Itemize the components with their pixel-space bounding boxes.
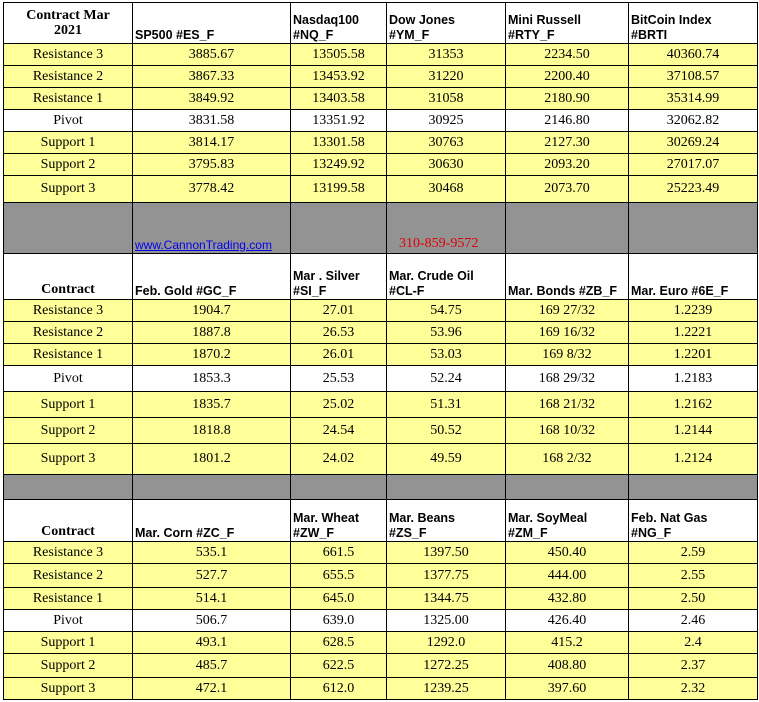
level-label: Resistance 1 — [4, 88, 133, 110]
section3-header-row — [4, 500, 758, 542]
level-value: 514.1 — [133, 588, 291, 610]
level-value: 628.5 — [291, 632, 387, 654]
level-value: 1818.8 — [133, 418, 291, 444]
level-value: 1.2162 — [629, 392, 758, 418]
level-value: 450.40 — [506, 542, 629, 564]
separator-cell — [629, 203, 758, 254]
level-row — [4, 444, 758, 475]
level-value: 415.2 — [506, 632, 629, 654]
header-soymeal: Mar. SoyMeal #ZM_F — [506, 500, 629, 542]
level-value: 432.80 — [506, 588, 629, 610]
level-value: 2.37 — [629, 654, 758, 678]
level-label: Resistance 1 — [4, 588, 133, 610]
level-value: 13351.92 — [291, 110, 387, 132]
level-row — [4, 564, 758, 588]
level-value: 25.02 — [291, 392, 387, 418]
website-link[interactable]: www.CannonTrading.com — [135, 238, 272, 252]
section2-body — [4, 300, 758, 475]
level-row — [4, 88, 758, 110]
level-value: 31220 — [387, 66, 506, 88]
level-value: 2200.40 — [506, 66, 629, 88]
level-row — [4, 66, 758, 88]
level-row — [4, 176, 758, 203]
level-value: 168 21/32 — [506, 392, 629, 418]
header-wheat: Mar. Wheat #ZW_F — [291, 500, 387, 542]
level-label: Resistance 2 — [4, 322, 133, 344]
contract-month-label: Contract Mar — [26, 8, 110, 23]
contract-year-label: 2021 — [54, 23, 82, 38]
separator-cell — [4, 203, 133, 254]
level-row — [4, 300, 758, 322]
header-corn: Mar. Corn #ZC_F — [133, 500, 291, 542]
level-value: 2127.30 — [506, 132, 629, 154]
level-value: 49.59 — [387, 444, 506, 475]
level-value: 1325.00 — [387, 610, 506, 632]
level-value: 168 29/32 — [506, 366, 629, 392]
header-bonds: Mar. Bonds #ZB_F — [506, 254, 629, 300]
level-value: 1.2144 — [629, 418, 758, 444]
section1-body — [4, 44, 758, 203]
level-value: 25223.49 — [629, 176, 758, 203]
level-value: 655.5 — [291, 564, 387, 588]
level-value: 2.59 — [629, 542, 758, 564]
level-value: 2234.50 — [506, 44, 629, 66]
level-row — [4, 344, 758, 366]
level-value: 3849.92 — [133, 88, 291, 110]
section3-body — [4, 542, 758, 700]
level-value: 50.52 — [387, 418, 506, 444]
header-gold: Feb. Gold #GC_F — [133, 254, 291, 300]
level-value: 26.01 — [291, 344, 387, 366]
level-value: 2.55 — [629, 564, 758, 588]
level-label: Support 1 — [4, 392, 133, 418]
level-value: 3885.67 — [133, 44, 291, 66]
level-label: Support 1 — [4, 132, 133, 154]
level-label: Support 3 — [4, 176, 133, 203]
level-row — [4, 322, 758, 344]
level-value: 2.50 — [629, 588, 758, 610]
level-value: 54.75 — [387, 300, 506, 322]
header-sp500: SP500 #ES_F — [133, 3, 291, 44]
header-beans: Mar. Beans #ZS_F — [387, 500, 506, 542]
level-value: 1801.2 — [133, 444, 291, 475]
level-value: 53.96 — [387, 322, 506, 344]
header-euro: Mar. Euro #6E_F — [629, 254, 758, 300]
level-value: 3778.42 — [133, 176, 291, 203]
level-label: Pivot — [4, 366, 133, 392]
level-value: 527.7 — [133, 564, 291, 588]
level-value: 645.0 — [291, 588, 387, 610]
level-label: Support 1 — [4, 632, 133, 654]
level-value: 13403.58 — [291, 88, 387, 110]
header-bitcoin: BitCoin Index #BRTI — [629, 3, 758, 44]
level-label: Support 2 — [4, 654, 133, 678]
level-value: 27017.07 — [629, 154, 758, 176]
level-label: Resistance 3 — [4, 300, 133, 322]
level-value: 26.53 — [291, 322, 387, 344]
level-value: 1.2221 — [629, 322, 758, 344]
level-value: 168 2/32 — [506, 444, 629, 475]
level-row — [4, 678, 758, 700]
separator-row-2 — [4, 475, 758, 500]
level-value: 13505.58 — [291, 44, 387, 66]
level-value: 2093.20 — [506, 154, 629, 176]
header-russell: Mini Russell #RTY_F — [506, 3, 629, 44]
level-label: Resistance 2 — [4, 564, 133, 588]
level-value: 24.54 — [291, 418, 387, 444]
level-value: 535.1 — [133, 542, 291, 564]
level-value: 32062.82 — [629, 110, 758, 132]
phone-number: 310-859-9572 — [387, 203, 506, 254]
level-row — [4, 154, 758, 176]
level-value: 1377.75 — [387, 564, 506, 588]
level-row — [4, 632, 758, 654]
level-value: 1.2183 — [629, 366, 758, 392]
section3-corner-cell: Contract — [4, 500, 133, 542]
header-dow: Dow Jones #YM_F — [387, 3, 506, 44]
level-value: 2073.70 — [506, 176, 629, 203]
level-value: 2.46 — [629, 610, 758, 632]
level-value: 408.80 — [506, 654, 629, 678]
level-value: 30763 — [387, 132, 506, 154]
level-value: 13199.58 — [291, 176, 387, 203]
level-value: 24.02 — [291, 444, 387, 475]
level-value: 1239.25 — [387, 678, 506, 700]
level-label: Resistance 1 — [4, 344, 133, 366]
level-value: 37108.57 — [629, 66, 758, 88]
level-value: 51.31 — [387, 392, 506, 418]
level-value: 30468 — [387, 176, 506, 203]
level-value: 52.24 — [387, 366, 506, 392]
header-silver: Mar . Silver #SI_F — [291, 254, 387, 300]
level-label: Pivot — [4, 110, 133, 132]
level-label: Support 3 — [4, 444, 133, 475]
level-row — [4, 542, 758, 564]
website-link-cell — [133, 203, 291, 254]
level-value: 472.1 — [133, 678, 291, 700]
level-value: 622.5 — [291, 654, 387, 678]
level-label: Resistance 3 — [4, 44, 133, 66]
level-value: 1.2201 — [629, 344, 758, 366]
level-value: 444.00 — [506, 564, 629, 588]
section1-corner-cell — [4, 3, 133, 44]
section2-header-row — [4, 254, 758, 300]
separator-cell — [291, 203, 387, 254]
level-label: Support 2 — [4, 154, 133, 176]
section1-header-row — [4, 3, 758, 44]
level-row — [4, 418, 758, 444]
level-value: 169 8/32 — [506, 344, 629, 366]
level-value: 35314.99 — [629, 88, 758, 110]
level-value: 40360.74 — [629, 44, 758, 66]
level-value: 25.53 — [291, 366, 387, 392]
level-value: 13453.92 — [291, 66, 387, 88]
level-value: 639.0 — [291, 610, 387, 632]
level-value: 1272.25 — [387, 654, 506, 678]
level-value: 612.0 — [291, 678, 387, 700]
level-value: 30925 — [387, 110, 506, 132]
level-value: 13301.58 — [291, 132, 387, 154]
level-label: Resistance 2 — [4, 66, 133, 88]
level-value: 485.7 — [133, 654, 291, 678]
level-value: 1835.7 — [133, 392, 291, 418]
level-value: 1853.3 — [133, 366, 291, 392]
level-value: 53.03 — [387, 344, 506, 366]
level-value: 3831.58 — [133, 110, 291, 132]
level-value: 2146.80 — [506, 110, 629, 132]
level-value: 1344.75 — [387, 588, 506, 610]
level-value: 169 16/32 — [506, 322, 629, 344]
level-row — [4, 654, 758, 678]
header-natgas: Feb. Nat Gas #NG_F — [629, 500, 758, 542]
level-value: 30630 — [387, 154, 506, 176]
level-value: 31353 — [387, 44, 506, 66]
level-value: 661.5 — [291, 542, 387, 564]
level-value: 1397.50 — [387, 542, 506, 564]
level-value: 1.2124 — [629, 444, 758, 475]
level-value: 3795.83 — [133, 154, 291, 176]
separator-row-1 — [4, 203, 758, 254]
level-row — [4, 588, 758, 610]
level-value: 506.7 — [133, 610, 291, 632]
level-value: 30269.24 — [629, 132, 758, 154]
level-value: 3814.17 — [133, 132, 291, 154]
level-value: 1887.8 — [133, 322, 291, 344]
level-label: Support 3 — [4, 678, 133, 700]
level-row — [4, 110, 758, 132]
level-value: 426.40 — [506, 610, 629, 632]
level-value: 493.1 — [133, 632, 291, 654]
level-row — [4, 44, 758, 66]
level-value: 397.60 — [506, 678, 629, 700]
level-label: Pivot — [4, 610, 133, 632]
level-label: Resistance 3 — [4, 542, 133, 564]
level-value: 168 10/32 — [506, 418, 629, 444]
level-label: Support 2 — [4, 418, 133, 444]
header-nasdaq: Nasdaq100 #NQ_F — [291, 3, 387, 44]
level-row — [4, 610, 758, 632]
level-value: 1904.7 — [133, 300, 291, 322]
level-value: 2.32 — [629, 678, 758, 700]
level-value: 1.2239 — [629, 300, 758, 322]
section2-corner-cell: Contract — [4, 254, 133, 300]
level-row — [4, 132, 758, 154]
level-value: 1870.2 — [133, 344, 291, 366]
level-value: 169 27/32 — [506, 300, 629, 322]
level-value: 3867.33 — [133, 66, 291, 88]
level-row — [4, 366, 758, 392]
pivot-levels-table — [3, 2, 758, 700]
level-value: 2.4 — [629, 632, 758, 654]
level-value: 13249.92 — [291, 154, 387, 176]
level-value: 2180.90 — [506, 88, 629, 110]
level-value: 27.01 — [291, 300, 387, 322]
level-value: 1292.0 — [387, 632, 506, 654]
level-value: 31058 — [387, 88, 506, 110]
header-crude: Mar. Crude Oil #CL-F — [387, 254, 506, 300]
separator-cell — [506, 203, 629, 254]
level-row — [4, 392, 758, 418]
